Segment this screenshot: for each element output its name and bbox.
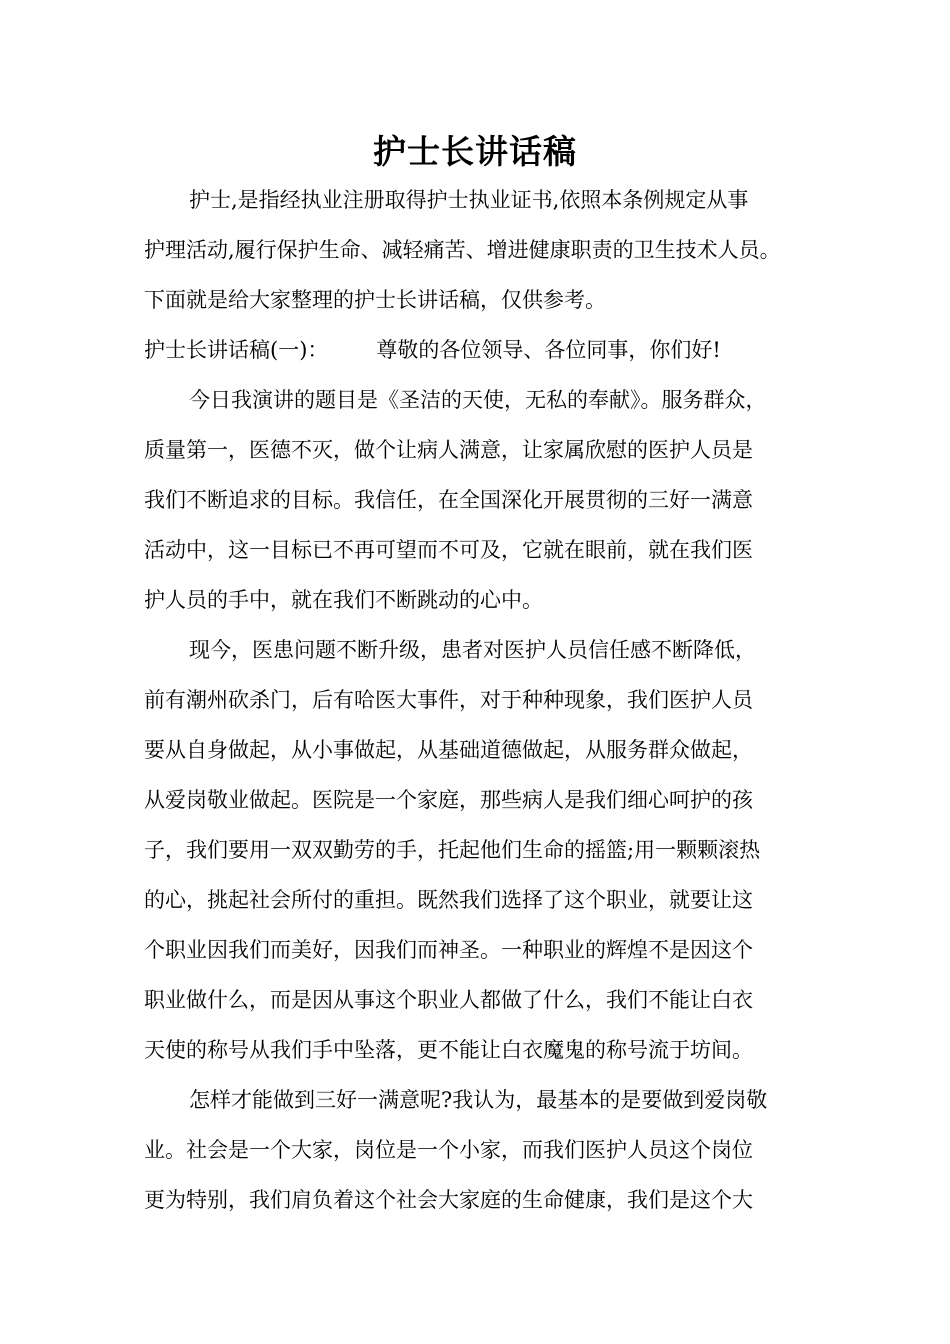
paragraph-line: 下面就是给大家整理的护士长讲话稿，仅供参考。 xyxy=(144,288,606,312)
speech-heading-line xyxy=(144,334,721,366)
paragraph-line: 我们不断追求的目标。我信任，在全国深化开展贯彻的三好一满意 xyxy=(144,488,753,512)
paragraph-line: 今日我演讲的题目是《圣洁的天使，无私的奉献》。服务群众， xyxy=(189,388,767,412)
paragraph-line: 活动中，这一目标已不再可望而不可及，它就在眼前，就在我们医 xyxy=(144,538,753,562)
paragraph-line: 怎样才能做到三好一满意呢?我认为，最基本的是要做到爱岗敬 xyxy=(189,1088,768,1112)
paragraph-line: 从爱岗敬业做起。医院是一个家庭，那些病人是我们细心呵护的孩 xyxy=(144,788,753,812)
paragraph-line: 职业做什么，而是因从事这个职业人都做了什么，我们不能让白衣 xyxy=(144,988,753,1012)
document-title: 护士长讲话稿 xyxy=(373,132,577,171)
paragraph-line: 更为特别，我们肩负着这个社会大家庭的生命健康，我们是这个大 xyxy=(144,1188,753,1212)
greeting: 尊敬的各位领导、各位同事，你们好! xyxy=(376,338,721,362)
paragraph-line: 子，我们要用一双双勤劳的手，托起他们生命的摇篮;用一颗颗滚热 xyxy=(144,838,761,862)
speech-heading: 护士长讲话稿(一)： xyxy=(144,338,329,362)
paragraph-line: 护理活动,履行保护生命、减轻痛苦、增进健康职责的卫生技术人员。 xyxy=(144,238,781,262)
paragraph-line: 现今，医患问题不断升级，患者对医护人员信任感不断降低， xyxy=(189,638,756,662)
paragraph-line: 的心，挑起社会所付的重担。既然我们选择了这个职业，就要让这 xyxy=(144,888,753,912)
paragraph-line: 护士,是指经执业注册取得护士执业证书,依照本条例规定从事 xyxy=(189,188,749,212)
paragraph-line: 前有潮州砍杀门，后有哈医大事件，对于种种现象，我们医护人员 xyxy=(144,688,753,712)
paragraph-line: 要从自身做起，从小事做起，从基础道德做起，从服务群众做起， xyxy=(144,738,753,762)
paragraph-line: 护人员的手中，就在我们不断跳动的心中。 xyxy=(144,588,543,612)
paragraph-line: 质量第一，医德不灭，做个让病人满意，让家属欣慰的医护人员是 xyxy=(144,438,753,462)
paragraph-line: 天使的称号从我们手中坠落，更不能让白衣魔鬼的称号流于坊间。 xyxy=(144,1038,753,1062)
paragraph-line: 个职业因我们而美好，因我们而神圣。一种职业的辉煌不是因这个 xyxy=(144,938,753,962)
paragraph-line: 业。社会是一个大家，岗位是一个小家，而我们医护人员这个岗位 xyxy=(144,1138,753,1162)
